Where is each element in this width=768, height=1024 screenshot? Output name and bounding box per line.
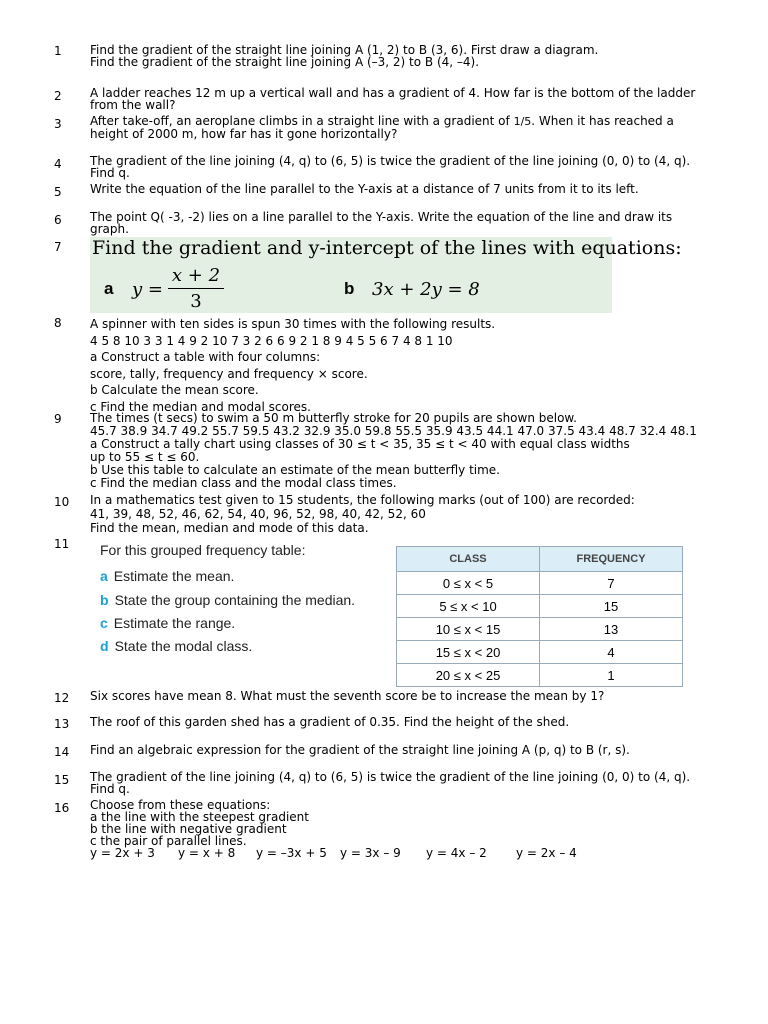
question-text: In a mathematics test given to 15 students, the following marks (out of 100) are recorded: [90,493,635,507]
question-text: A spinner with ten sides is spun 30 times with the following results. [90,317,496,331]
class-cell: 0 ≤ x < 5 [397,572,540,595]
class-cell: 15 ≤ x < 20 [397,641,540,664]
frequency-cell: 1 [540,664,683,687]
list-item [100,638,252,654]
question-text: After take-off, an aeroplane climbs in a straight line with a gradient of [90,114,510,128]
frequency-cell: 13 [540,618,683,641]
question-text: Write the equation of the line parallel to the Y-axis at a distance of 7 units from it to its left. [90,182,639,196]
question-number: 2 [54,89,62,103]
question-text: c the pair of parallel lines. [90,834,247,848]
part-text: State the modal class. [114,638,253,654]
data-values: 4 5 8 10 3 3 1 4 9 2 10 7 3 2 6 6 9 2 1 8 9 4 5 5 6 7 4 8 1 10 [90,333,453,348]
equation: y = 2x – 4 [516,846,577,860]
question-text: height of 2000 m, how far has it gone horizontally? [90,127,398,141]
question-number: 16 [54,801,70,815]
question-number: 7 [54,240,62,254]
part-text: Estimate the mean. [113,568,235,584]
column-header: FREQUENCY [540,547,683,572]
table-row [397,641,683,664]
question-text: a the line with the steepest gradient [90,810,309,824]
question-number: 11 [54,537,70,551]
question-title: Find the gradient and y-intercept of the lines with equations: [92,237,682,259]
equation: y = –3x + 5 [256,846,327,860]
question-text: up to 55 ≤ t ≤ 60. [90,450,200,464]
table-row [397,595,683,618]
question-text: Choose from these equations: [90,798,271,812]
question-text: The roof of this garden shed has a gradient of 0.35. Find the height of the shed. [90,715,570,729]
question-number: 14 [54,745,70,759]
frequency-cell: 7 [540,572,683,595]
question-number: 13 [54,717,70,731]
question-number: 15 [54,773,70,787]
part-label: b [344,279,355,298]
part-text: State the group containing the median. [114,592,356,608]
class-cell: 5 ≤ x < 10 [397,595,540,618]
question-text: a Construct a tally chart using classes of 30 ≤ t < 35, 35 ≤ t < 40 with equal class widths [90,437,630,451]
question-number: 4 [54,157,62,171]
question-number: 6 [54,213,62,227]
question-text: Find the gradient of the straight line joining A (1, 2) to B (3, 6). First draw a diagram. [90,43,599,57]
equation-lhs: y = [132,279,163,300]
question-text: The gradient of the line joining (4, q) to (6, 5) is twice the gradient of the line joining (0, 0) to (4, q). [90,770,691,784]
table-row [397,664,683,687]
part-label: d [100,638,109,654]
list-item [100,615,235,631]
question-number: 1 [54,44,62,58]
question-text: Find q. [90,782,130,796]
question-number: 9 [54,412,62,426]
question-number: 3 [54,117,62,131]
question-number: 12 [54,691,70,705]
question-text: Find q. [90,166,130,180]
question-text: Find an algebraic expression for the gradient of the straight line joining A (p, q) to B (r, s). [90,743,630,757]
equation: 3x + 2y = 8 [372,279,480,300]
equation: y = 3x – 9 [340,846,401,860]
question-text: b Calculate the mean score. [90,383,259,397]
question-text: c Find the median and modal scores. [90,399,311,414]
part-label: b [100,592,109,608]
fraction [168,265,224,312]
question-text: graph. [90,222,129,236]
question-number: 8 [54,316,62,330]
list-item [100,568,234,584]
question-text: b the line with negative gradient [90,822,287,836]
part-label: c [100,615,108,631]
question-text: Six scores have mean 8. What must the seventh score be to increase the mean by 1? [90,689,605,703]
part-label: a [104,279,114,298]
fraction: 1/5 [513,115,532,128]
frequency-table [396,546,683,687]
denominator: 3 [190,291,202,312]
equations-image [90,237,682,313]
question-text: The gradient of the line joining (4, q) to (6, 5) is twice the gradient of the line joining (0, 0) to (4, q). [90,154,691,168]
question-number: 10 [54,495,70,509]
question-text: Find the gradient of the straight line joining A (–3, 2) to B (4, –4). [90,55,480,69]
question-text: The times (t secs) to swim a 50 m butterfly stroke for 20 pupils are shown below. [90,411,577,425]
question-text: c Find the median class and the modal class times. [90,476,397,490]
frequency-cell: 4 [540,641,683,664]
question-text: b Use this table to calculate an estimate of the mean butterfly time. [90,463,500,477]
data-values: 45.7 38.9 34.7 49.2 55.7 59.5 43.2 32.9 35.0 59.8 55.5 35.9 43.5 44.1 47.0 37.5 43.4 48.7 32.4 48.1 [90,424,697,438]
table-row [397,572,683,595]
part-text: Estimate the range. [113,615,236,631]
column-header: CLASS [397,547,540,572]
part-label: a [100,568,108,584]
data-values: 41, 39, 48, 52, 46, 62, 54, 40, 96, 52, 98, 40, 42, 52, 60 [90,507,426,521]
equation: y = x + 8 [178,846,236,860]
question-title: For this grouped frequency table: [100,542,306,558]
question-number: 5 [54,185,62,199]
question-text: The point Q( -3, -2) lies on a line parallel to the Y-axis. Write the equation of the line and draw its [90,210,673,224]
equation: y = 2x + 3 [90,846,155,860]
list-item [100,592,355,608]
table-row [397,618,683,641]
frequency-cell: 15 [540,595,683,618]
equation: y = 4x – 2 [426,846,487,860]
class-cell: 10 ≤ x < 15 [397,618,540,641]
class-cell: 20 ≤ x < 25 [397,664,540,687]
question-text: a Construct a table with four columns: [90,350,321,364]
numerator: x + 2 [171,265,221,286]
question-text: Find the mean, median and mode of this data. [90,521,369,535]
question-text: . When it has reached a [531,114,674,128]
question-text: A ladder reaches 12 m up a vertical wall and has a gradient of 4. How far is the bottom of the ladder from the wall? [90,86,696,112]
question-text: score, tally, frequency and frequency × score. [90,366,368,381]
